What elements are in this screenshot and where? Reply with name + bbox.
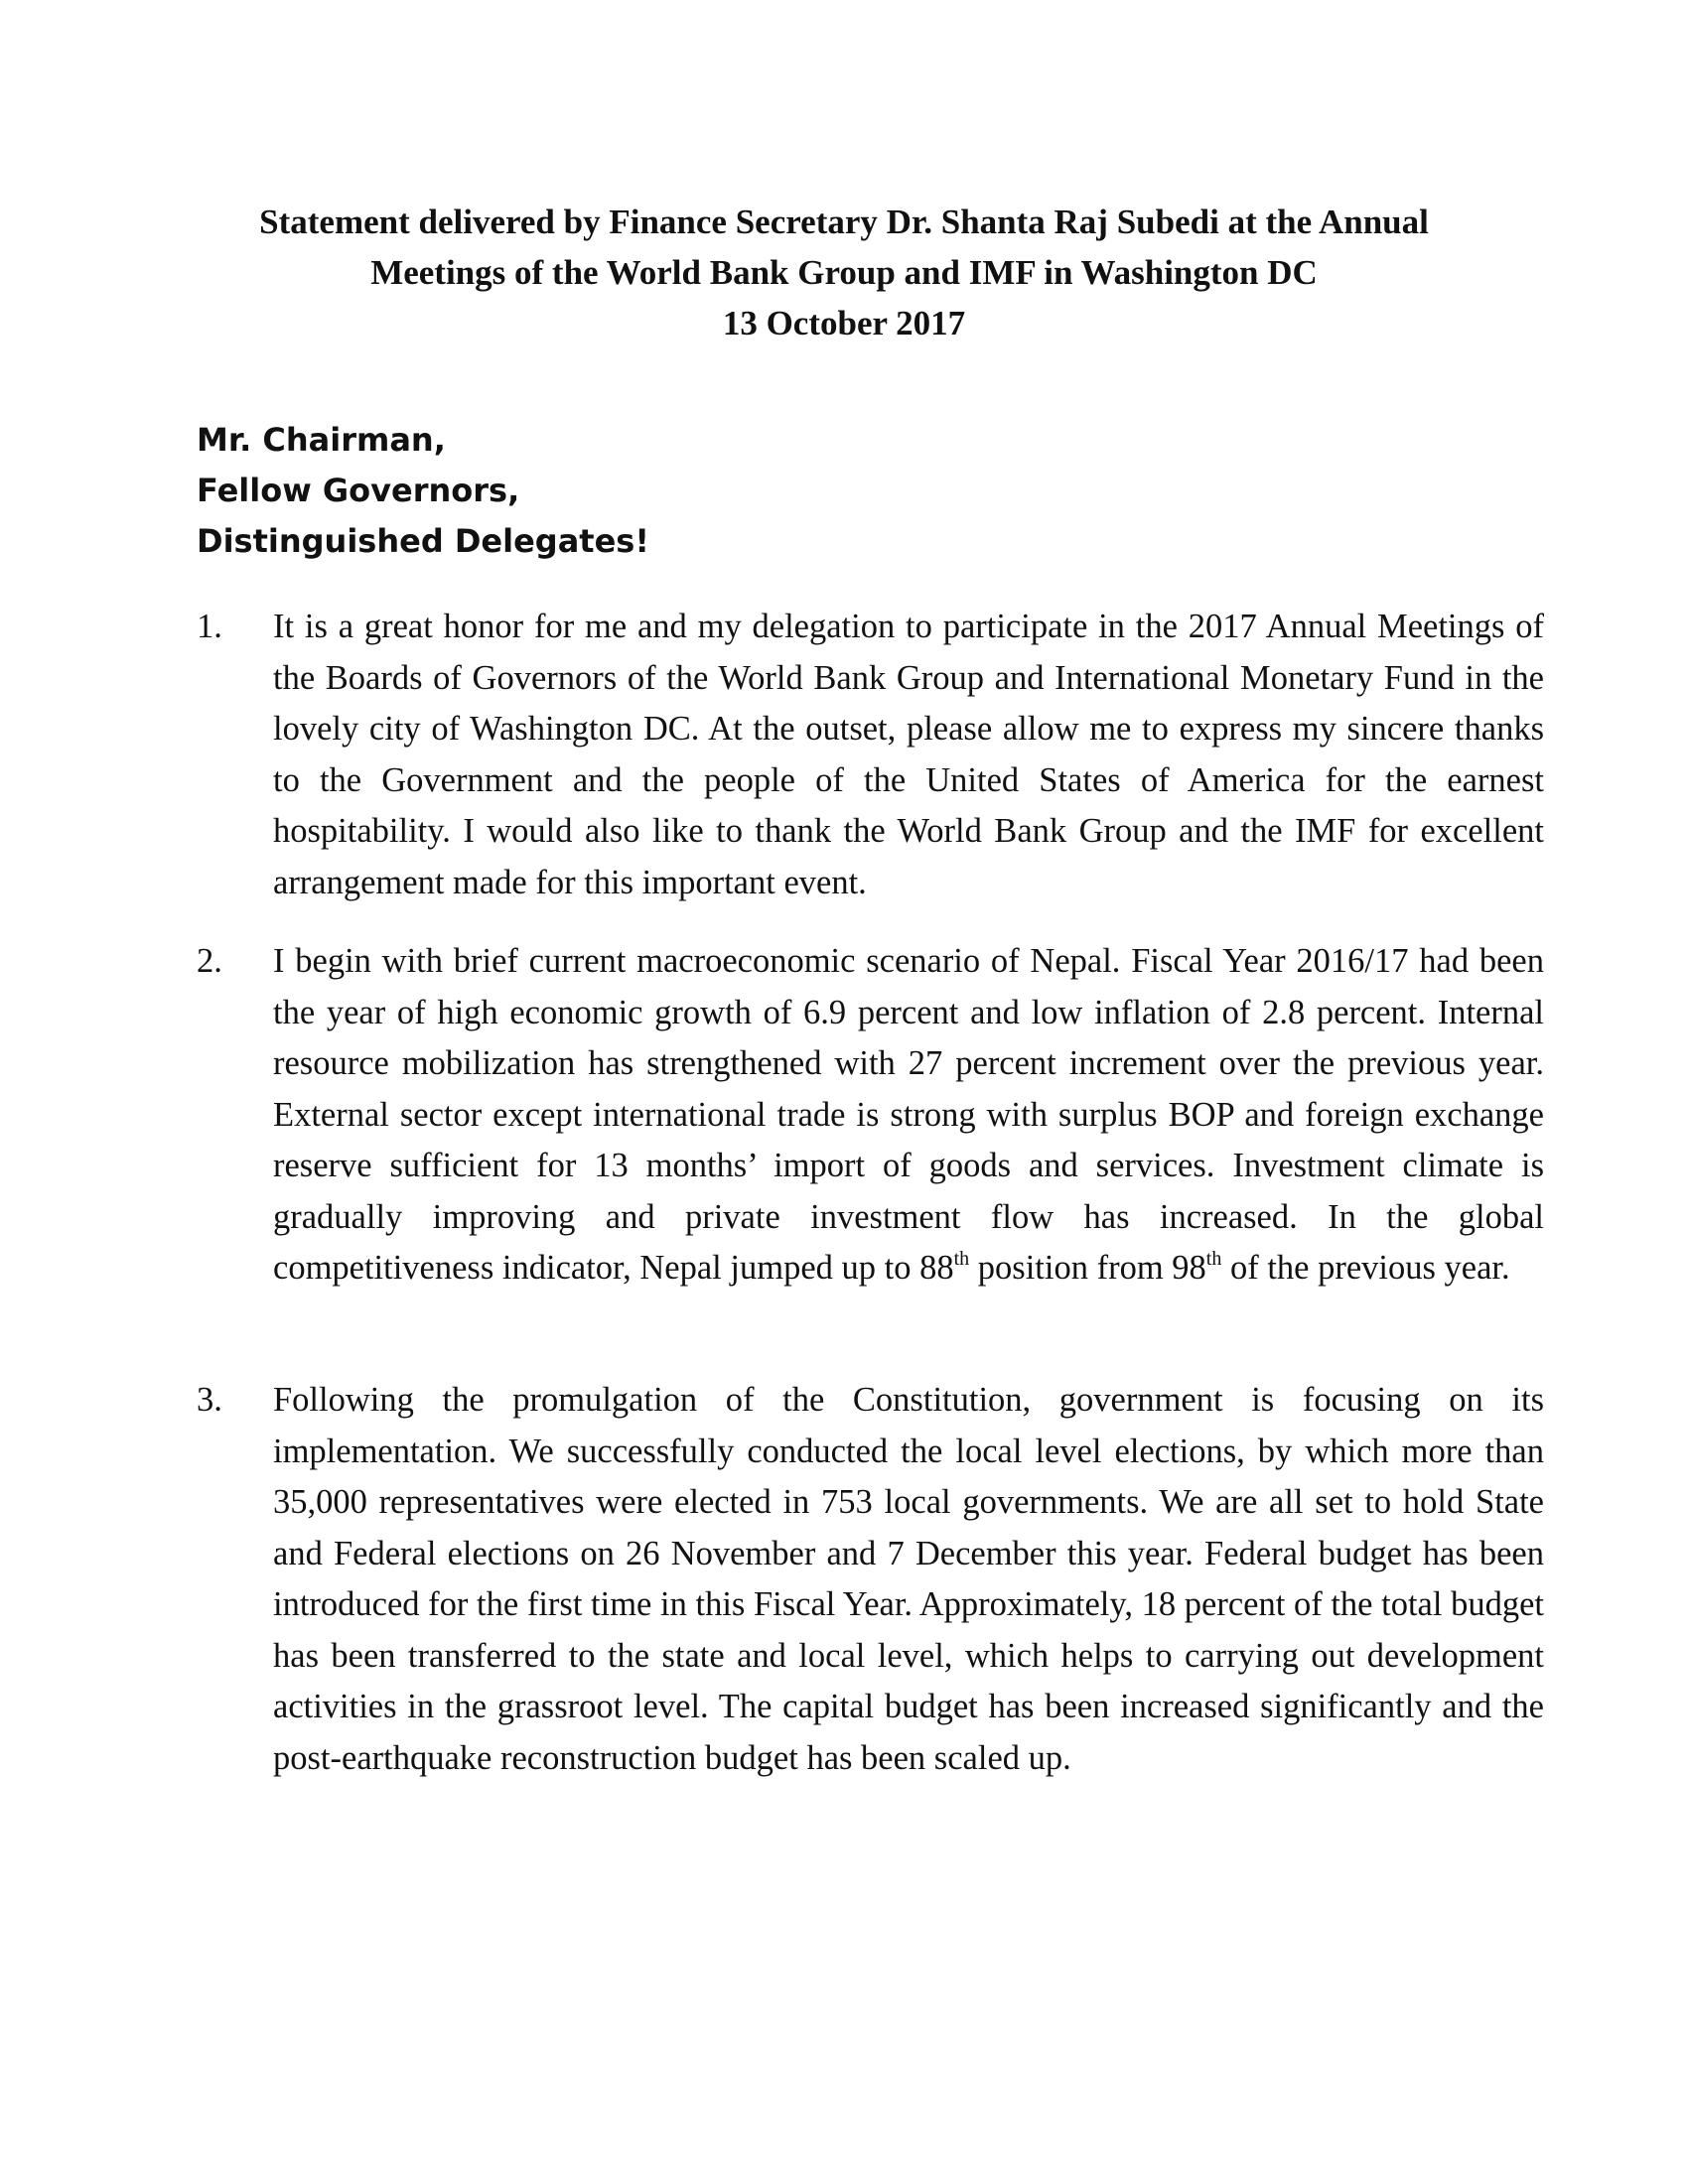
salutation-governors: Fellow Governors, xyxy=(197,472,520,509)
salutation-block xyxy=(197,415,649,567)
paragraph-text-part: position from 98 xyxy=(969,1249,1206,1287)
paragraph-text xyxy=(273,936,1544,1295)
paragraph-number: 2. xyxy=(197,942,222,980)
paragraph-1 xyxy=(197,602,1544,908)
salutation-delegates: Distinguished Delegates! xyxy=(197,522,649,560)
paragraph-2 xyxy=(197,936,1544,1295)
title-line-2: Meetings of the World Bank Group and IMF in Washington DC xyxy=(370,253,1318,292)
paragraph-3 xyxy=(197,1375,1544,1784)
paragraph-number: 3. xyxy=(197,1381,222,1419)
paragraph-text-part: of the previous year. xyxy=(1221,1249,1510,1287)
paragraph-text: It is a great honor for me and my delegation to participate in the 2017 Annual Meetings of the Boards of Governors of the World Bank Group and International Monetary Fund in the lovely city of Washington DC. At the outset, please allow me to express my sincere thanks to the Government and the people of the United States of America for the earnest hospitability. I would also like to thank the World Bank Group and the IMF for excellent arrangement made for this important event. xyxy=(273,608,1544,901)
paragraph-number: 1. xyxy=(197,608,222,645)
ordinal-suffix: th xyxy=(953,1248,970,1270)
paragraph-text: Following the promulgation of the Constitution, government is focusing on its implementation. We successfully conducted the local level elections, by which more than 35,000 representatives were elected in 753 local governments. We are all set to hold State and Federal elections on 26 November and 7 December this year. Federal budget has been introduced for the first time in this Fiscal Year. Approximately, 18 percent of the total budget has been transferred to the state and local level, which helps to carrying out development activities in the grassroot level. The capital budget has been increased significantly and the post-earthquake reconstruction budget has been scaled up. xyxy=(273,1381,1544,1777)
title-date: 13 October 2017 xyxy=(722,304,966,342)
title-line-1: Statement delivered by Finance Secretary Dr. Shanta Raj Subedi at the Annual xyxy=(259,203,1429,241)
ordinal-suffix: th xyxy=(1205,1248,1222,1270)
salutation-chairman: Mr. Chairman, xyxy=(197,421,446,459)
paragraph-text-part: I begin with brief current macroeconomic scenario of Nepal. Fiscal Year 2016/17 had been the year of high economic growth of 6.9 percent and low inflation of 2.8 percent. Internal resource mobilization has strengthened with 27 percent increment over the previous year. External sector except international trade is strong with surplus BOP and foreign exchange reserve sufficient for 13 months’ import of goods and services. Investment climate is gradually improving and private investment flow has increased. In the global competitiveness indicator, Nepal jumped up to 88 xyxy=(273,942,1544,1287)
statement-title xyxy=(149,197,1539,348)
